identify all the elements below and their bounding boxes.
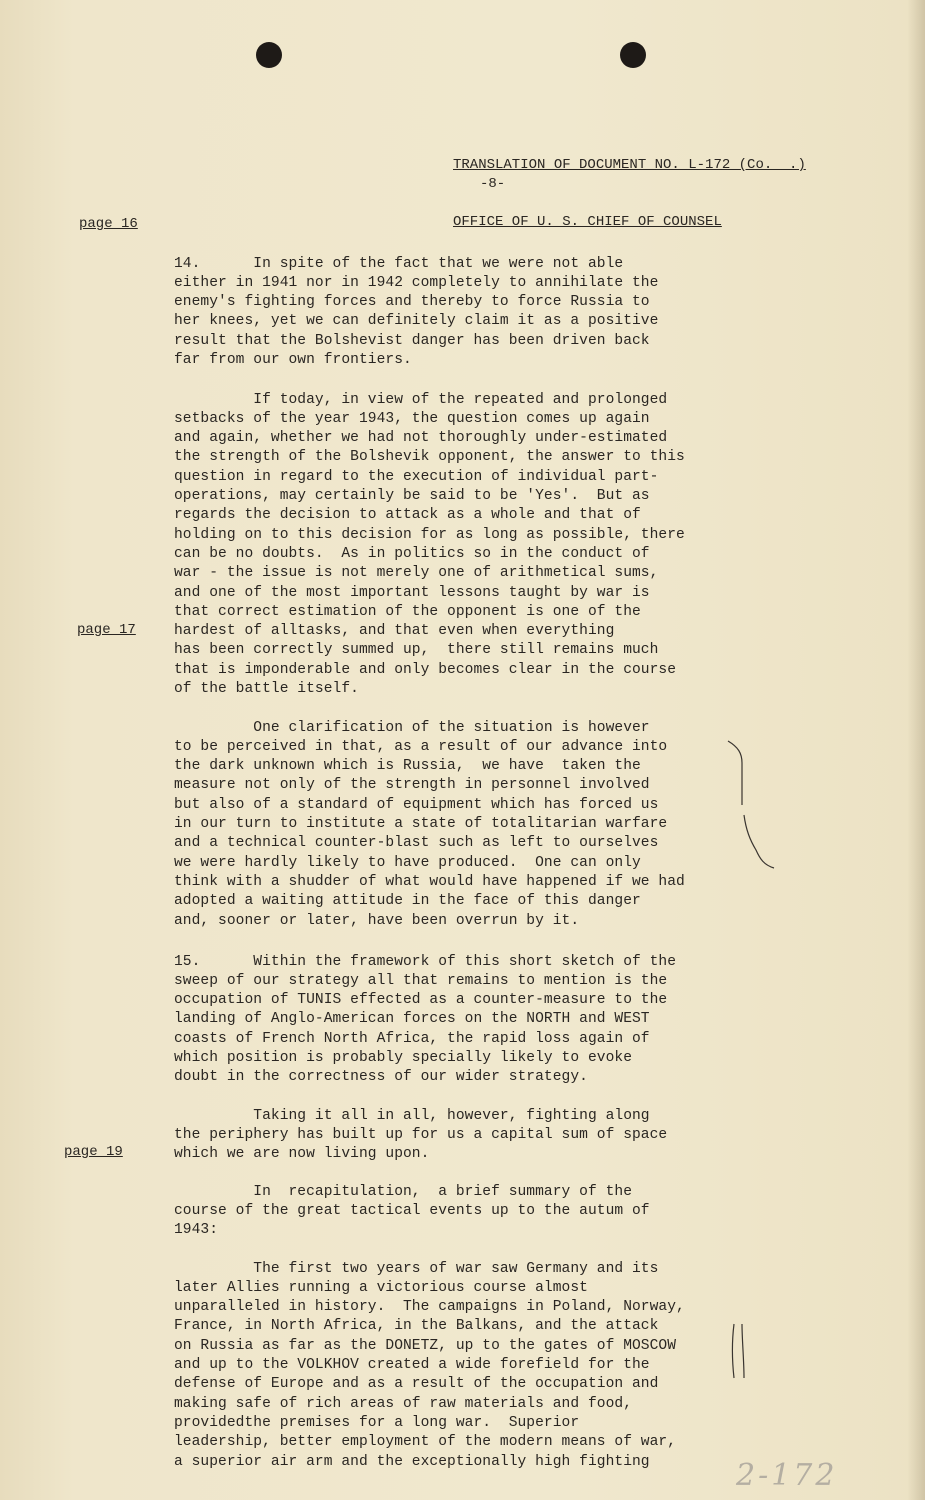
punch-hole-right (620, 42, 646, 68)
paragraph-periphery: Taking it all in all, however, fighting along the periphery has built up for us a capital sum of space which we are now living upon. (174, 1107, 668, 1163)
header-office-line: OFFICE OF U. S. CHIEF OF COUNSEL (453, 214, 722, 230)
pencil-document-note: 2-172 (736, 1458, 838, 1493)
margin-double-line-mark (722, 1320, 762, 1385)
paragraph-bolshevik-opponent: If today, in view of the repeated and prolonged setbacks of the year 1943, the question comes up again and again, whether we had not thoroughly under-estimated the strength of the Bolshevik opponent, the answer to this question in regard to the execution of individual part- operations, may certainly be said to be 'Yes'. But as regards the decision to attack as a whole and that of holding on to this decision for as long as possible, there can be no doubts. As in politics so in the conduct of war - the issue is not merely one of arithmetical sums, and one of the most important lessons taught by war is that correct estimation of the opponent is one of the hardest of alltasks, and that even when everything has been correctly summed up, there still remains much that is imponderable and only becomes clear in the course of the battle itself. (174, 391, 685, 698)
margin-note-page-16: page 16 (79, 216, 138, 232)
paragraph-15: 15. Within the framework of this short sketch of the sweep of our strategy all that remains to mention is the occupation of TUNIS effected as a counter-measure to the landing of Anglo-American forces on the NORTH and WEST coasts of French North Africa, the rapid loss again of which position is probably specially likely to evoke doubt in the correctness of our wider strategy. (174, 953, 677, 1086)
margin-note-page-19: page 19 (64, 1144, 123, 1160)
punch-hole-left (256, 42, 282, 68)
page-number: -8- (480, 176, 506, 192)
margin-bracket-mark (722, 735, 782, 880)
paragraph-clarification: One clarification of the situation is however to be perceived in that, as a result of our advance into the dark unknown which is Russia, we have taken the measure not only of the strength in personnel involved but also of a standard of equipment which has forced us in our turn to institute a state of totalitarian warfare and a technical counter-blast such as left to ourselves we were hardly likely to have produced. One can only think with a shudder of what would have happened if we had adopted a waiting attitude in the face of this danger and, sooner or later, have been overrun by it. (174, 719, 685, 929)
header-translation-line: TRANSLATION OF DOCUMENT NO. L-172 (Co. .) (453, 157, 806, 173)
margin-note-page-17: page 17 (77, 622, 136, 638)
paragraph-first-two-years: The first two years of war saw Germany and its later Allies running a victorious course almost unparalleled in history. The campaigns in Poland, Norway, France, in North Africa, in the Balkans, and the attack on Russia as far as the DONETZ, up to the gates of MOSCOW and up to the VOLKHOV created a wide forefield for the defense of Europe and as a result of the occupation and making safe of rich areas of raw materials and food, providedthe premises for a long war. Superior leadership, better employment of the modern means of war, a superior air arm and the exceptionally high fighting (174, 1260, 685, 1470)
paragraph-14: 14. In spite of the fact that we were not able either in 1941 nor in 1942 completely to annihilate the enemy's fighting forces and thereby to force Russia to her knees, yet we can definitely claim it as a positive result that the Bolshevist danger has been driven back far from our own frontiers. (174, 255, 659, 369)
page-edge-shadow (907, 0, 925, 1500)
paragraph-recapitulation: In recapitulation, a brief summary of the course of the great tactical events up to the autum of 1943: (174, 1183, 650, 1239)
